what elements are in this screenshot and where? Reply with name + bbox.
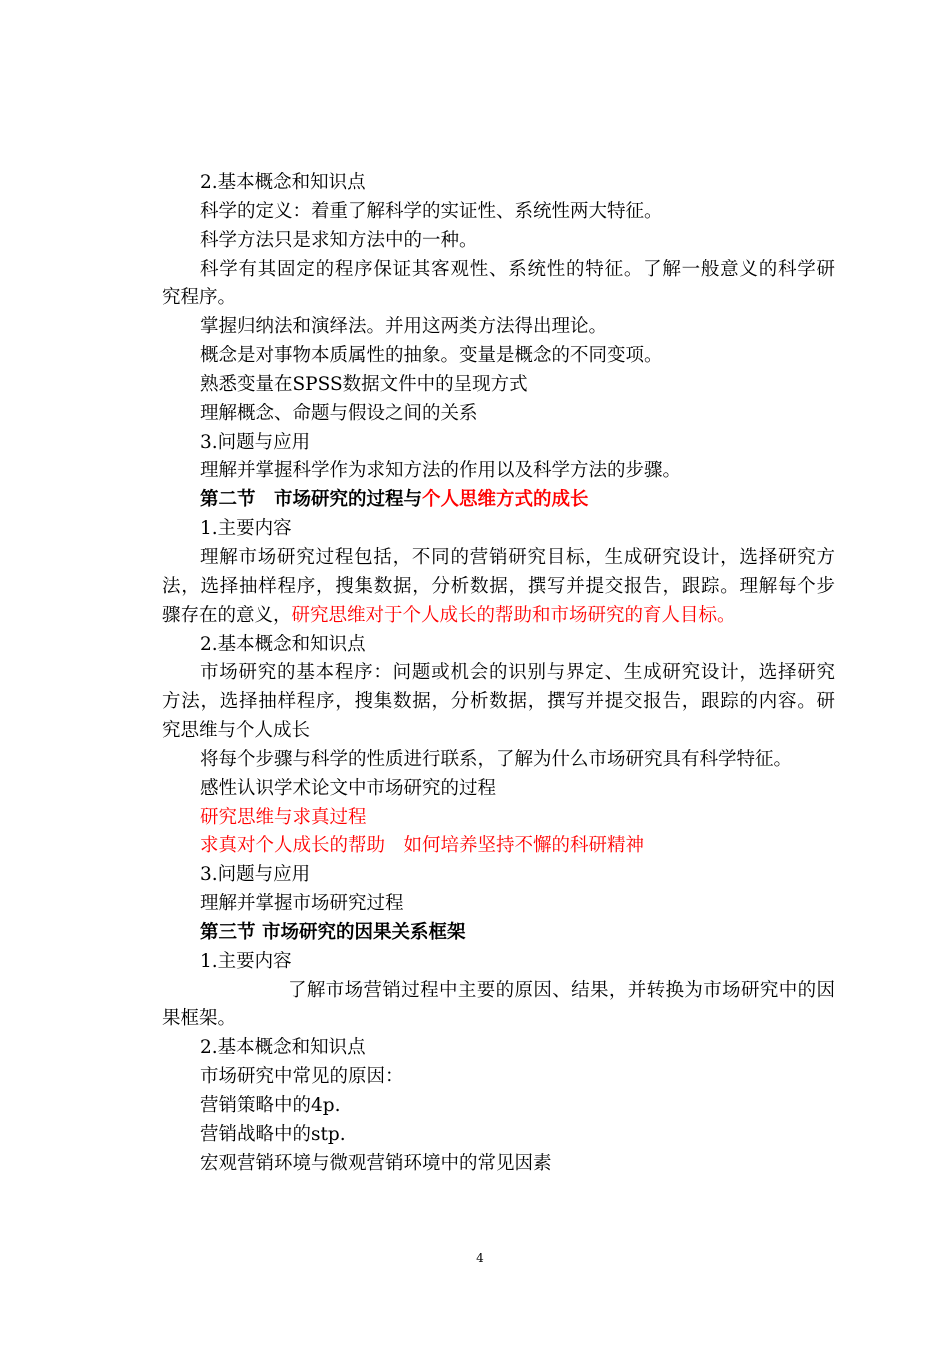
paragraph-induction-deduction: 掌握归纳法和演绎法。并用这两类方法得出理论。 [200, 316, 608, 338]
section3-common-causes: 市场研究中常见的原因： [200, 1066, 404, 1088]
section2-application-heading: 3.问题与应用 [200, 864, 311, 886]
paragraph-concept-relations: 理解概念、命题与假设之间的关系 [200, 402, 478, 424]
section2-title-highlight: 个人思维方式的成长 [422, 489, 589, 511]
section3-environment: 宏观营销环境与微观营销环境中的常见因素 [200, 1152, 552, 1174]
section3-strategy-stp: 营销战略中的stp. [200, 1123, 346, 1145]
section3-title: 第三节 市场研究的因果关系框架 [200, 921, 466, 943]
paragraph-science-procedure-line-2: 究程序。 [162, 287, 237, 309]
section2-concepts-heading: 2.基本概念和知识点 [200, 633, 366, 655]
section2-highlight-truth: 研究思维与求真过程 [200, 806, 367, 828]
section2-highlight-growth: 求真对个人成长的帮助 如何培养坚持不懈的科研精神 [200, 835, 645, 857]
paragraph-science-definition: 科学的定义：着重了解科学的实证性、系统性两大特征。 [200, 200, 663, 222]
section2-content-line-3 [162, 602, 835, 631]
section2-perceptual: 感性认识学术论文中市场研究的过程 [200, 777, 497, 799]
paragraph-science-method: 科学方法只是求知方法中的一种。 [200, 229, 478, 251]
section2-title [162, 486, 835, 515]
section3-content-line-1: 了解市场营销过程中主要的原因、结果，并转换为市场研究中的因 [288, 979, 835, 1001]
section2-procedure-line-2: 方法，选择抽样程序，搜集数据，分析数据，撰写并提交报告，跟踪的内容。研 [162, 691, 835, 713]
paragraph-concept-variable: 概念是对事物本质属性的抽象。变量是概念的不同变项。 [200, 345, 663, 367]
section3-content-line-2: 果框架。 [162, 1008, 237, 1030]
section3-concepts-heading: 2.基本概念和知识点 [200, 1037, 366, 1059]
section1-application-heading: 3.问题与应用 [200, 431, 311, 453]
section2-procedure-line-1: 市场研究的基本程序：问题或机会的识别与界定、生成研究设计，选择研究 [200, 662, 835, 684]
section3-content-heading: 1.主要内容 [200, 950, 292, 972]
section1-concepts-heading: 2.基本概念和知识点 [200, 172, 366, 193]
section1-application-text: 理解并掌握科学作为求知方法的作用以及科学方法的步骤。 [200, 460, 682, 482]
page-content [162, 169, 835, 1179]
section2-content-line-2: 法，选择抽样程序，搜集数据，分析数据，撰写并提交报告，跟踪。理解每个步 [162, 575, 835, 597]
section2-content-line-1: 理解市场研究过程包括，不同的营销研究目标，生成研究设计，选择研究方 [200, 546, 835, 568]
section2-title-main: 第二节 市场研究的过程与 [200, 489, 423, 511]
section2-content-heading: 1.主要内容 [200, 518, 292, 540]
section2-content-line-3-highlight: 研究思维对于个人成长的帮助和市场研究的育人目标。 [291, 604, 736, 626]
paragraph-science-procedure-line-1: 科学有其固定的程序保证其客观性、系统性的特征。了解一般意义的科学研 [200, 258, 835, 280]
paragraph-spss-variables: 熟悉变量在SPSS数据文件中的呈现方式 [200, 373, 528, 395]
section2-content-line-3-main: 骤存在的意义， [162, 604, 292, 626]
section3-strategy-4p: 营销策略中的4p. [200, 1095, 341, 1116]
page-number: 4 [476, 1251, 484, 1265]
section2-application-text: 理解并掌握市场研究过程 [200, 893, 404, 915]
section2-procedure-line-3: 究思维与个人成长 [162, 720, 311, 742]
section2-science-link: 将每个步骤与科学的性质进行联系，了解为什么市场研究具有科学特征。 [200, 748, 793, 770]
